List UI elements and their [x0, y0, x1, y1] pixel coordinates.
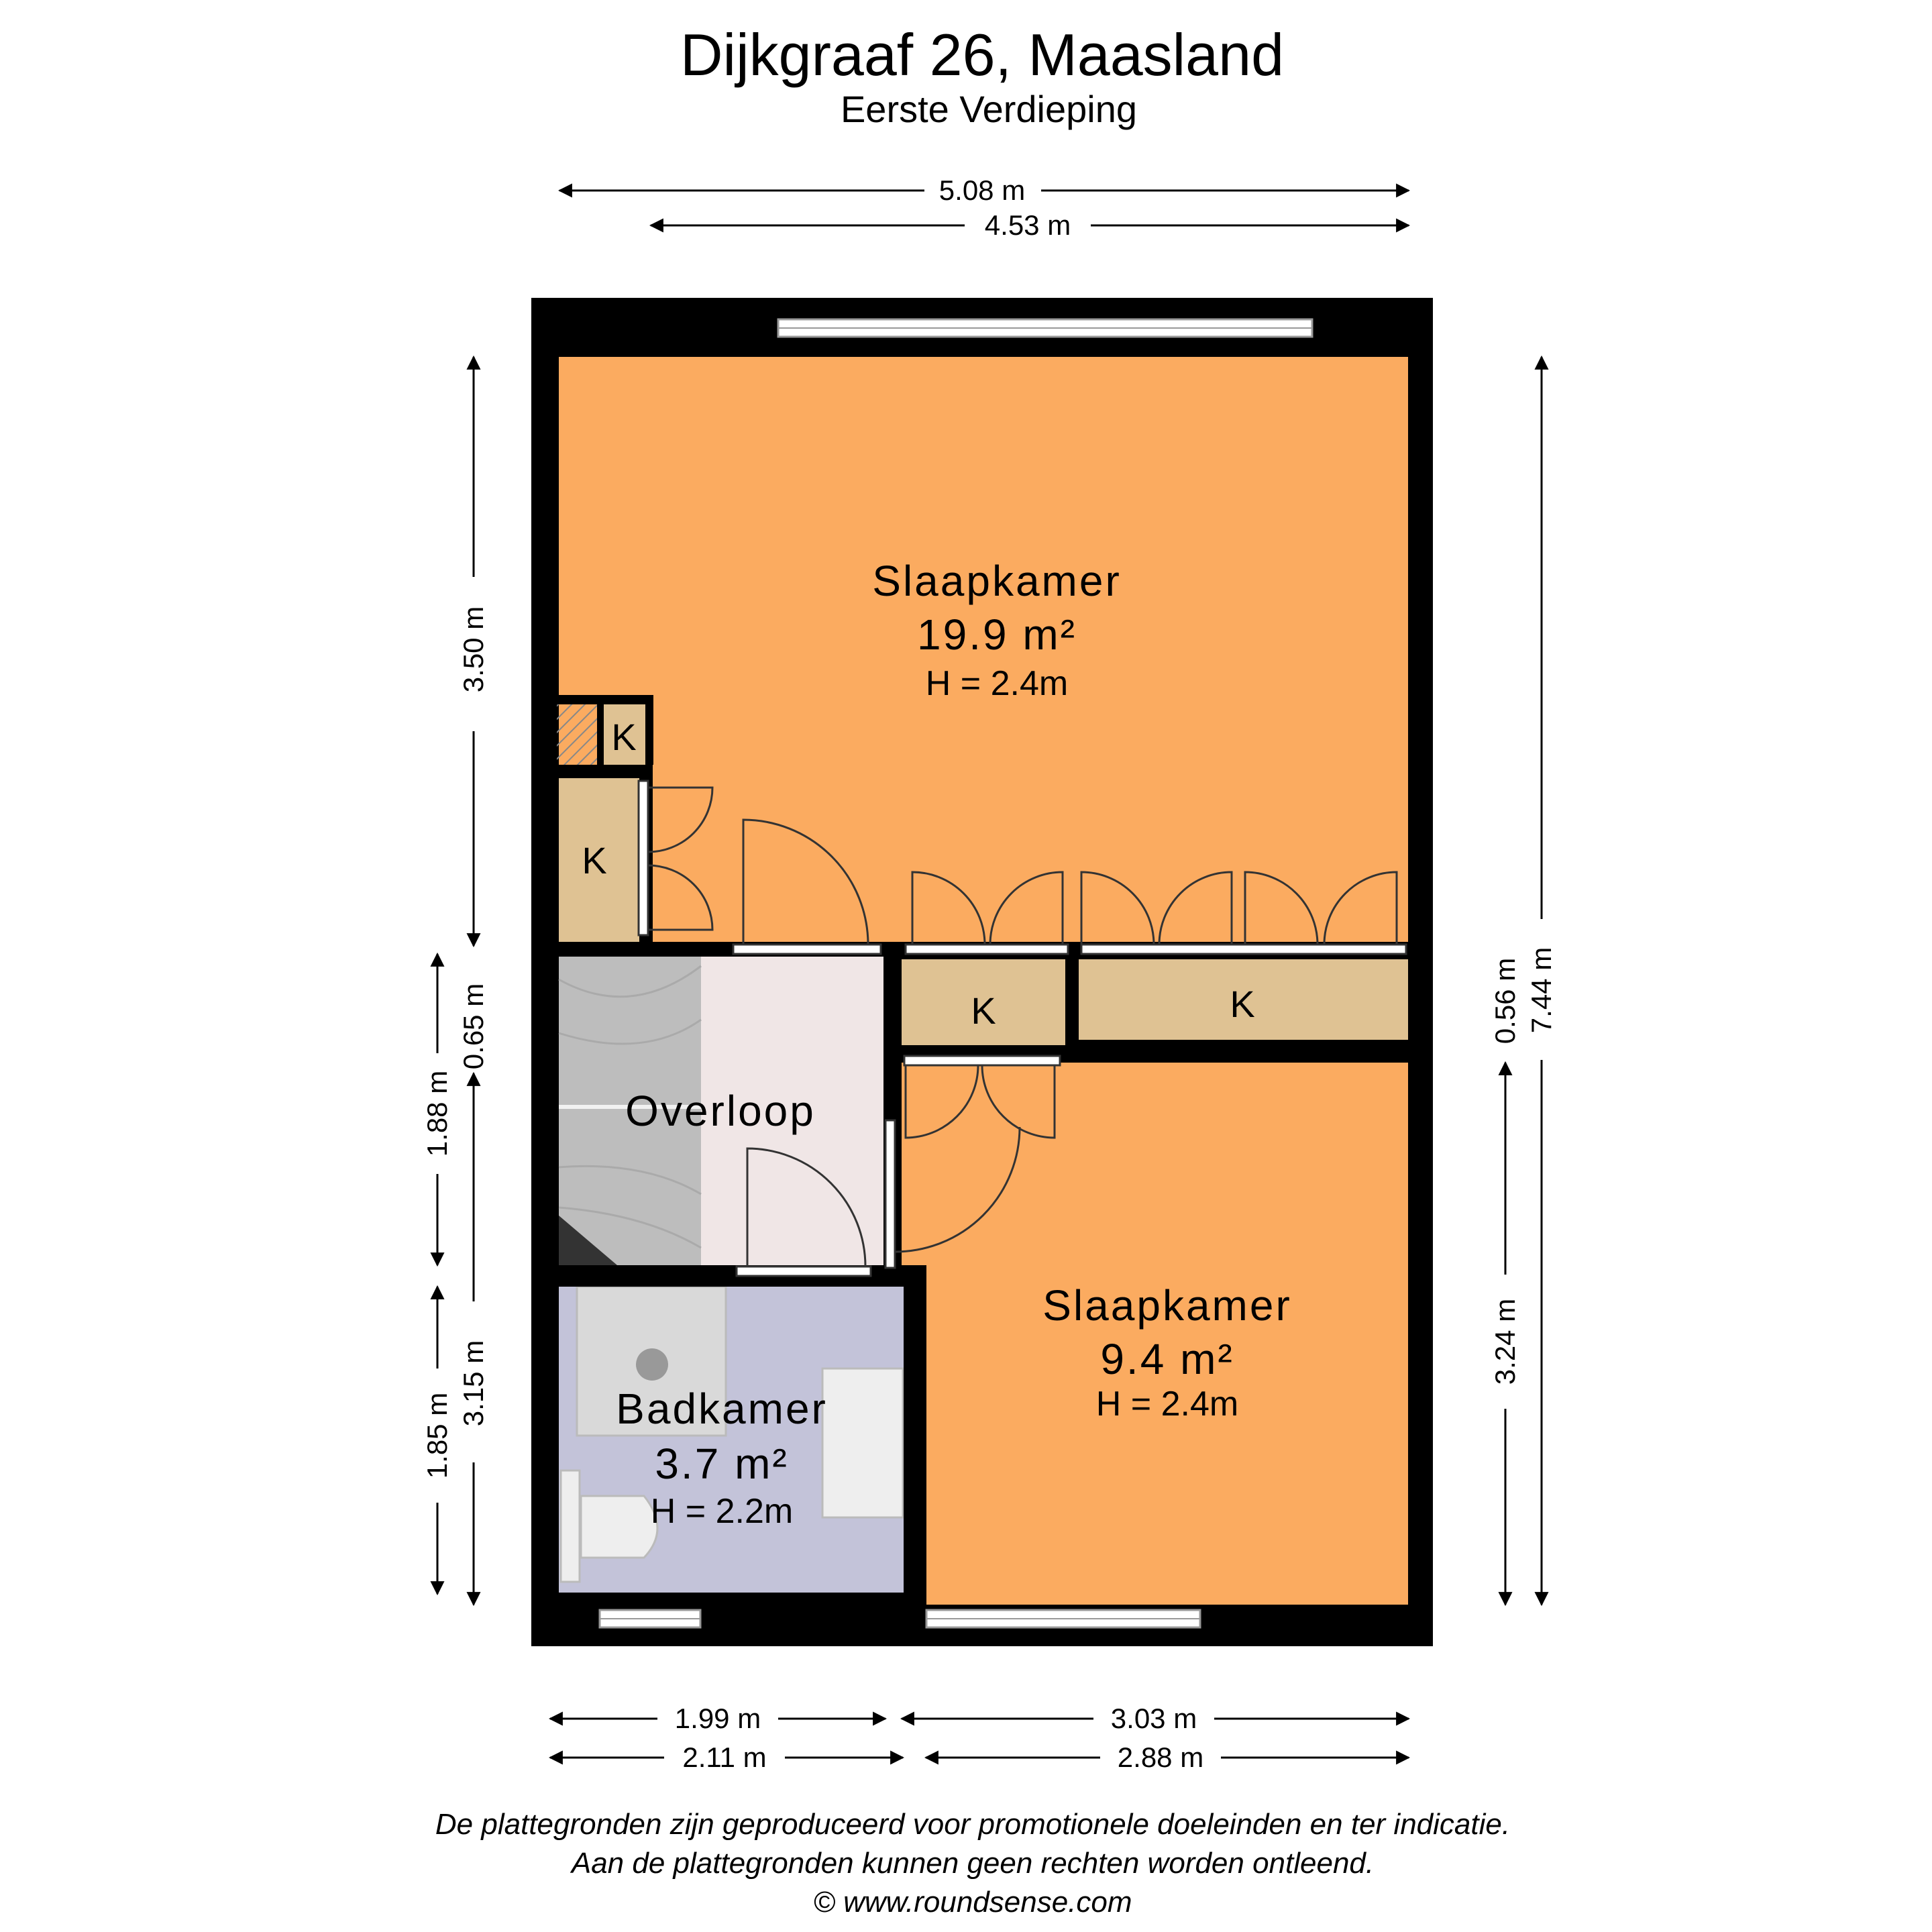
dim-left-upper-inner: 1.88 m — [421, 1070, 453, 1157]
room-label-slaapkamer-large-name: Slaapkamer — [872, 557, 1122, 605]
dim-right-lower-inner: 3.24 m — [1489, 1298, 1521, 1385]
dim-top-outer: 5.08 m — [938, 174, 1026, 206]
disclaimer-line-2: Aan de plattegronden kunnen geen rechten worden ontleend. — [571, 1847, 1375, 1880]
disclaimer-line-1: De plattegronden zijn geproduceerd voor promotionele doeleinden en ter indicatie. — [435, 1808, 1511, 1841]
closet-label-small: K — [611, 716, 637, 758]
dim-left-mid-outer: 0.65 m — [458, 983, 489, 1070]
plan-title: Dijkgraaf 26, Maasland — [680, 21, 1285, 88]
dim-right-outer: 7.44 m — [1525, 947, 1557, 1034]
copyright-line: © www.roundsense.com — [813, 1886, 1132, 1919]
room-label-slaapkamer-small-height: H = 2.4m — [1095, 1385, 1239, 1424]
room-label-slaapkamer-small-area: 9.4 m² — [1100, 1335, 1234, 1383]
room-label-slaapkamer-small-name: Slaapkamer — [1042, 1281, 1292, 1330]
shaft-hatched — [557, 704, 597, 765]
floor-subtitle: Eerste Verdieping — [840, 88, 1138, 130]
dim-bottom-left-outer: 2.11 m — [682, 1741, 767, 1773]
dim-bottom-left-inner: 1.99 m — [674, 1703, 761, 1734]
dim-left-upper-outer: 3.50 m — [458, 606, 489, 693]
room-label-slaapkamer-large-height: H = 2.4m — [925, 664, 1069, 703]
room-label-badkamer-name: Badkamer — [616, 1385, 828, 1433]
dim-bottom-right-outer: 2.88 m — [1117, 1741, 1204, 1773]
closet-label-right: K — [1230, 983, 1255, 1025]
dim-left-lower-outer: 3.15 m — [458, 1340, 489, 1427]
room-slaapkamer-small — [926, 1063, 1408, 1605]
dim-bottom-right-inner: 3.03 m — [1110, 1703, 1197, 1734]
closet-label-middle: K — [971, 989, 996, 1032]
room-label-overloop-name: Overloop — [625, 1087, 816, 1135]
room-label-badkamer-area: 3.7 m² — [655, 1440, 789, 1488]
closet-label-left: K — [582, 839, 607, 881]
room-label-badkamer-height: H = 2.2m — [650, 1492, 794, 1531]
toilet-bowl — [581, 1496, 657, 1558]
dim-right-upper-inner: 0.56 m — [1489, 957, 1521, 1044]
toilet-cistern — [561, 1470, 580, 1582]
dim-left-lower-inner: 1.85 m — [421, 1392, 453, 1479]
dim-top-inner: 4.53 m — [984, 209, 1071, 241]
washbasin — [822, 1368, 903, 1517]
room-label-slaapkamer-large-area: 19.9 m² — [917, 610, 1077, 659]
